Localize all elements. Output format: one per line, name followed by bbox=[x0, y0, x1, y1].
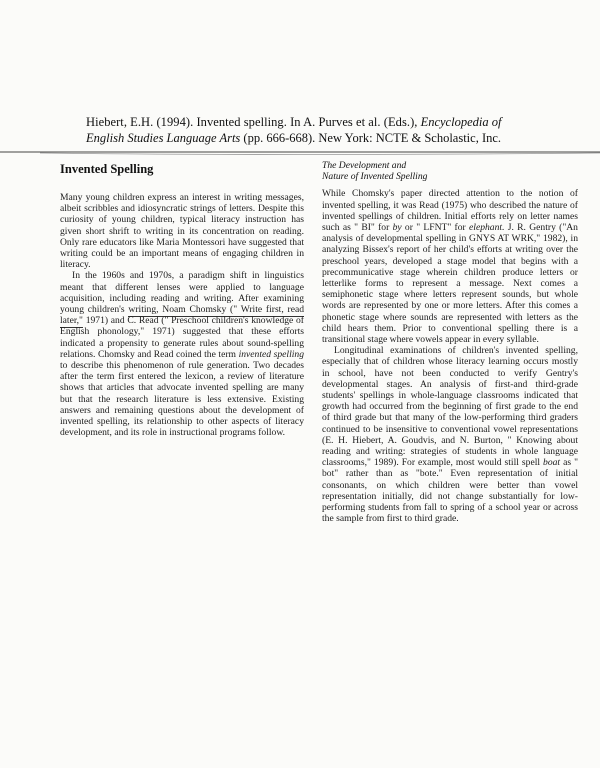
bibliographic-citation bbox=[86, 114, 556, 146]
paragraph bbox=[322, 345, 578, 524]
paragraph-text: 1971) and C. Read (" Preschool children's knowledge of English phonology," 1971) suggested that these efforts indicated a propensity to generate rules about sound-spelling relations. Chomsky and Read coined the term bbox=[60, 315, 305, 360]
header-divider bbox=[0, 149, 600, 157]
underlined-text: writing, Noam Chomsky (" Write first, read later," bbox=[60, 304, 305, 327]
citation-pages-publisher: (pp. 666-668). New York: NCTE & Scholastic, Inc. bbox=[243, 131, 502, 145]
citation-authors: Hiebert, E.H. (1994). Invented spelling. In A. Purves et al. (Eds.), bbox=[86, 115, 418, 129]
paragraph-text: as " bot" rather than as "bote." Even representation of initial consonants, on which children were better than vowel representation initially, did not change substantially for low-performing students from fall to spring of a school year or across the sample from first to third grade. bbox=[322, 457, 578, 525]
paragraph-text: In the 1960s and 1970s, a paradigm shift in linguistics meant that different lenses were applied to language acquisition, including reading and writing. After examining young children's bbox=[60, 270, 304, 316]
paragraph-text: to describe this phenomenon of rule generation. Two decades after the term first entered the lexicon, a review of literature shows that articles that advocate invented spelling are many but that the research literature is less extensive. Existing answers and remaining questions about the development of invented spelling, its relationship to other aspects of literacy development, and its role in instructional programs follow. bbox=[60, 360, 304, 439]
italic-word: elephant. bbox=[469, 222, 505, 234]
citation-book-title-a: Encyclopedia of bbox=[420, 115, 502, 129]
article-heading: Invented Spelling bbox=[60, 162, 154, 176]
italic-word: boat bbox=[543, 457, 561, 469]
term-invented-spelling: invented spelling bbox=[238, 348, 304, 360]
italic-word: by bbox=[392, 222, 402, 234]
paragraph-text: While Chomsky's paper directed attention to the notion of invented spelling, it was Read (1975) who described the nature of invented spellings of children. Initial efforts rely on letter names such as " BI" for bbox=[322, 188, 578, 234]
paragraph-text: J. R. Gentry ("An analysis of developmental spelling in GNYS AT WRK," 1982), in analyzing Bissex's report of her child's efforts at writing over the preschool years, developed a stage model that begins with a precommunicative stage wherein children produce letters or letterlike forms to represent a message. Next comes a semiphonetic stage where letters represent sounds, but whole words are represented by one or more letters. After this comes a phonetic stage where sounds are represented with letters as the child hears them. Prior to conventional spelling there is a transitional stage where vowels appear in every syllable. bbox=[322, 222, 578, 346]
citation-book-title-b: English Studies Language Arts bbox=[86, 131, 241, 145]
paragraph: Many young children express an interest in writing messages, albeit scribbles and idiosyncratic strings of letters. Despite this curiosity of young children, typical literacy instruction has given short shrift to writing in its concentration on reading. Only rare educators like Maria Montessori have suggested that writing could be an important means of engaging children in literacy. bbox=[60, 192, 304, 271]
section-heading bbox=[322, 160, 578, 182]
section-heading-line1: The Development and bbox=[322, 160, 407, 171]
paragraph bbox=[60, 270, 304, 438]
paragraph-text: Longitudinal examinations of children's invented spelling, especially that of children whose literacy learning occurs mostly in school, have not been conducted to verify Gentry's developmental stages. An analysis of first-and third-grade students' spellings in whole-language classrooms indicated that growth had occurred from the beginning of first grade to the end of third grade but that many of the low-performing third graders continued to be insensitive to conventional vowel representations (E. H. Hiebert, A. Goudvis, and N. Burton, " Knowing about reading and writing: strategies of students in whole language classrooms," 1989). For example, most would still spell bbox=[322, 345, 578, 469]
left-column bbox=[60, 162, 304, 438]
right-column bbox=[322, 160, 578, 525]
paragraph bbox=[322, 188, 578, 345]
paragraph-text: or " LFNT" for bbox=[404, 222, 466, 234]
section-heading-line2: Nature of Invented Spelling bbox=[322, 171, 428, 183]
